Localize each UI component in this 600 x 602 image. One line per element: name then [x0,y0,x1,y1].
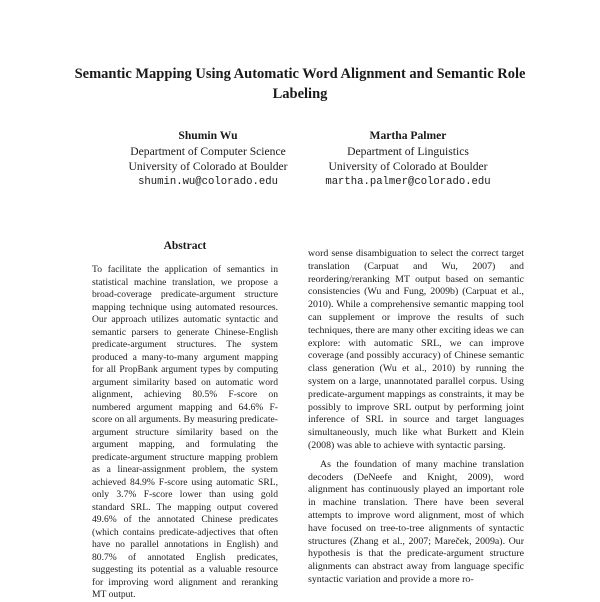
author-institution: University of Colorado at Boulder [328,160,488,174]
abstract-heading: Abstract [163,240,207,252]
body-column-right [308,248,524,587]
author-email: shumin.wu@colorado.edu [138,175,278,188]
author-email: martha.palmer@colorado.edu [325,175,491,188]
abstract-text: To facilitate the application of semantics in statistical machine translation, we propose a broad-coverage predicate-argument structure mapping technique using automated resources. Our approach utilizes automatic syntactic and semantic parsers to generate Chinese-English predicate-argument structures. The system produced a many-to-many argument mapping for all PropBank argument types by computing argument similarity based on automatic word alignment, achieving 80.5% F-score on numbered argument mapping and 64.6% F-score on all arguments. By measuring predicate-argument structure similarity based on the argument mapping, and formulating the predicate-argument structure mapping problem as a linear-assignment problem, the system achieved 84.9% F-score using automatic SRL, only 3.7% F-score lower than using gold standard SRL. The mapping output covered 49.6% of the annotated Chinese predicates (which contains predicate-adjectives that often have no parallel annotations in English) and 80.7% of annotated English predicates, suggesting its potential as a valuable resource for improving word alignment and reranking MT output. [92,264,278,600]
author-name: Martha Palmer [369,129,447,142]
author-department: Department of Computer Science [130,144,286,158]
author-name: Shumin Wu [178,129,238,142]
author-block-1 [98,128,318,190]
paper-title: Semantic Mapping Using Automatic Word Alignment and Semantic Role Labeling [74,66,526,102]
body-paragraph: As the foundation of many machine translation decoders (DeNeefe and Knight, 2009), word alignment has continuously played an important role in machine translation. There have been several attempts to improve word alignment, most of which have focused on tree-to-tree alignments of syntactic structures (Zhang et al., 2007; Mareček, 2009a). Our hypothesis is that the predicate-argument structure alignments can abstract away from language specific syntactic variation and provide a more ro- [308,458,524,585]
author-block-2 [298,128,518,190]
author-department: Department of Linguistics [347,144,469,158]
body-paragraph: word sense disambiguation to select the correct target translation (Carpuat and Wu, 2007) and reordering/reranking MT output based on semantic consistencies (Wu and Fung, 2009b) (Carpuat et al., 2010). While a comprehensive semantic mapping tool can supplement or improve the results of such techniques, there are many other exciting ideas we can explore: with automatic SRL, we can improve coverage (and possibly accuracy) of Chinese semantic class generation (Wu et al., 2010) by running the system on a large, unannotated parallel corpus. Using predicate-argument mappings as constraints, it may be possibly to improve SRL output by performing joint inference of SRL in source and target languages simultaneously, much like what Burkett and Klein (2008) was able to achieve with syntactic parsing. [308,248,524,451]
author-institution: University of Colorado at Boulder [128,160,288,174]
